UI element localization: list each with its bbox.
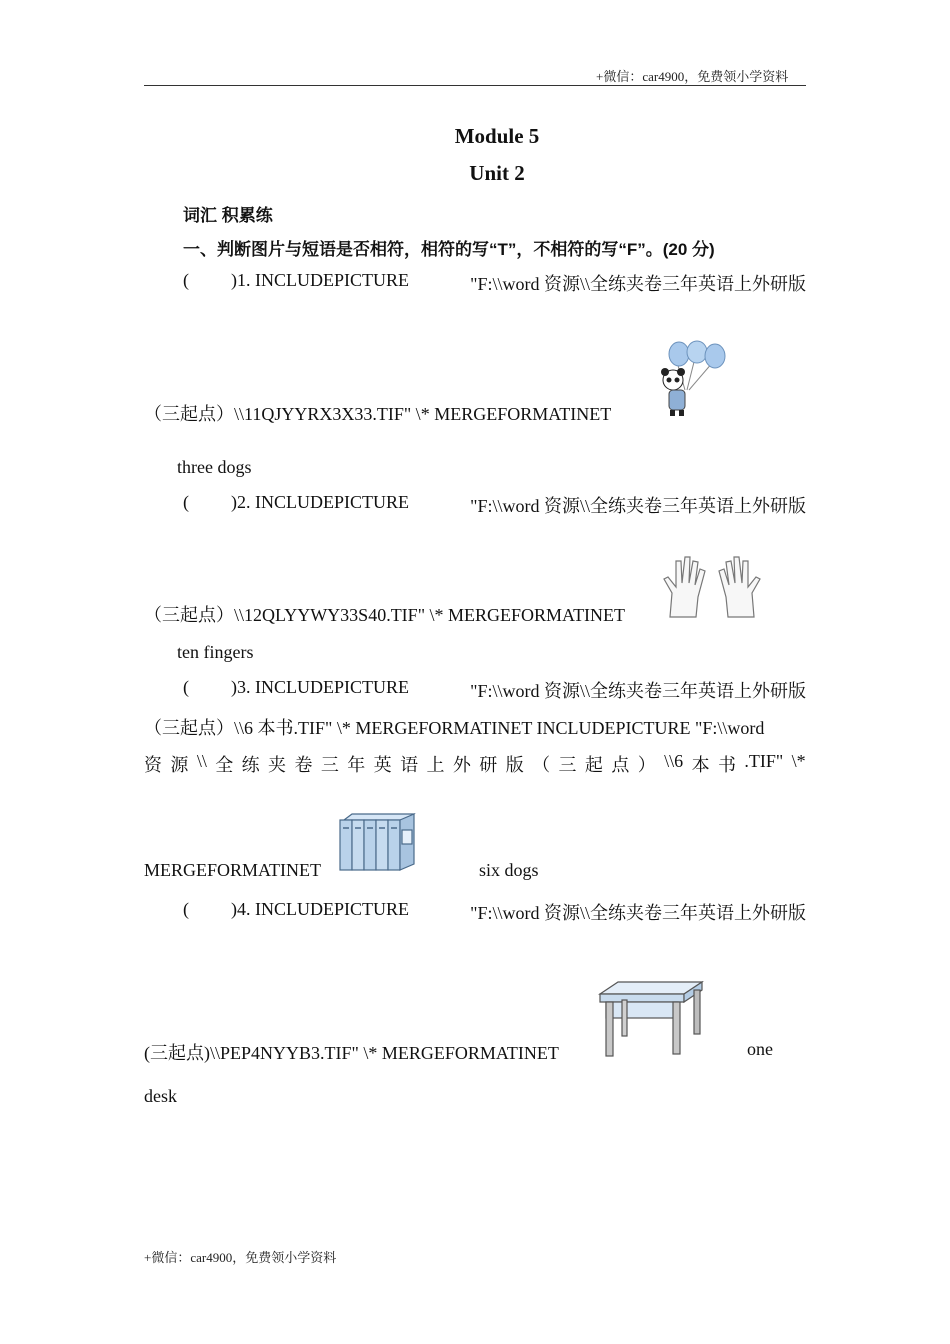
question-2-line1 bbox=[183, 492, 806, 518]
question-3-line2: （三起点）\\6 本书.TIF" \* MERGEFORMATINET INCLUDEPICTURE "F:\\word bbox=[144, 718, 765, 738]
books-image bbox=[338, 812, 420, 872]
question-path: "F:\\word 资源\\全练夹卷三年英语上外研版 bbox=[470, 496, 806, 516]
question-path: "F:\\word 资源\\全练夹卷三年英语上外研版 bbox=[470, 274, 806, 294]
question-2-line2: （三起点）\\12QLYYWY33S40.TIF" \* MERGEFORMATINET bbox=[144, 605, 626, 625]
section-instruction: 一、判断图片与短语是否相符，相符的写“T”，不相符的写“F”。(20 分) bbox=[183, 240, 715, 259]
question-number: )1. INCLUDEPICTURE bbox=[231, 270, 409, 290]
header-rule bbox=[144, 85, 806, 86]
page-footer: +微信：car4900，免费领小学资料 bbox=[144, 1250, 337, 1265]
line3-token: 起 bbox=[584, 755, 603, 775]
line3-token: 练 bbox=[241, 755, 260, 775]
question-4-line2: (三起点)\\PEP4NYYB3.TIF" \* MERGEFORMATINET bbox=[144, 1043, 559, 1063]
question-2-phrase: ten fingers bbox=[177, 642, 254, 662]
line3-token: 书 bbox=[717, 755, 736, 775]
line3-token: （ bbox=[532, 755, 551, 775]
section-label: 词汇 积累练 bbox=[183, 206, 273, 225]
question-3-phrase: six dogs bbox=[479, 860, 539, 880]
question-4-phrase-cont: desk bbox=[144, 1086, 177, 1106]
unit-title: Unit 2 bbox=[469, 161, 525, 185]
line3-token: \* bbox=[791, 751, 806, 771]
module-title: Module 5 bbox=[454, 124, 540, 148]
hands-image bbox=[660, 553, 764, 619]
question-path: "F:\\word 资源\\全练夹卷三年英语上外研版 bbox=[470, 903, 806, 923]
question-number: )2. INCLUDEPICTURE bbox=[231, 492, 409, 512]
page-header: +微信：car4900，免费领小学资料 bbox=[596, 69, 789, 84]
question-4-line1 bbox=[183, 899, 806, 925]
line3-token: \\ bbox=[196, 751, 207, 771]
line3-token: 卷 bbox=[294, 755, 313, 775]
line3-token: 夹 bbox=[268, 755, 287, 775]
answer-paren-open: ( bbox=[183, 270, 189, 290]
question-4-phrase: one bbox=[747, 1039, 773, 1059]
line3-token: 三 bbox=[558, 755, 577, 775]
answer-paren-open: ( bbox=[183, 492, 189, 512]
question-1-phrase: three dogs bbox=[177, 457, 252, 477]
question-number: )4. INCLUDEPICTURE bbox=[231, 899, 409, 919]
line3-token: 资 bbox=[144, 755, 162, 775]
line3-token: 三 bbox=[320, 755, 339, 775]
line3-token: 源 bbox=[170, 755, 189, 775]
question-3-line3 bbox=[144, 751, 806, 777]
line3-token: 版 bbox=[505, 755, 524, 775]
line3-token: 本 bbox=[691, 755, 710, 775]
line3-token: 研 bbox=[479, 755, 498, 775]
line3-token: 语 bbox=[400, 755, 419, 775]
line3-token: 外 bbox=[452, 755, 471, 775]
answer-paren-open: ( bbox=[183, 677, 189, 697]
question-1-line1 bbox=[183, 270, 806, 296]
line3-token: 点 bbox=[611, 755, 630, 775]
desk-image bbox=[598, 978, 704, 1058]
question-1-line2: （三起点）\\11QJYYRX3X33.TIF" \* MERGEFORMATINET bbox=[144, 404, 612, 424]
question-3-line4: MERGEFORMATINET bbox=[144, 860, 322, 880]
line3-token: ） bbox=[637, 755, 656, 775]
question-3-line1 bbox=[183, 677, 806, 703]
line3-token: .TIF" bbox=[744, 751, 784, 771]
answer-paren-open: ( bbox=[183, 899, 189, 919]
line3-token: 英 bbox=[373, 755, 392, 775]
line3-token: 年 bbox=[347, 755, 366, 775]
line3-token: \\6 bbox=[664, 751, 684, 771]
line3-token: 全 bbox=[215, 755, 234, 775]
panda-balloons-image bbox=[655, 340, 729, 420]
line3-token: 上 bbox=[426, 755, 445, 775]
question-path: "F:\\word 资源\\全练夹卷三年英语上外研版 bbox=[470, 681, 806, 701]
question-number: )3. INCLUDEPICTURE bbox=[231, 677, 409, 697]
